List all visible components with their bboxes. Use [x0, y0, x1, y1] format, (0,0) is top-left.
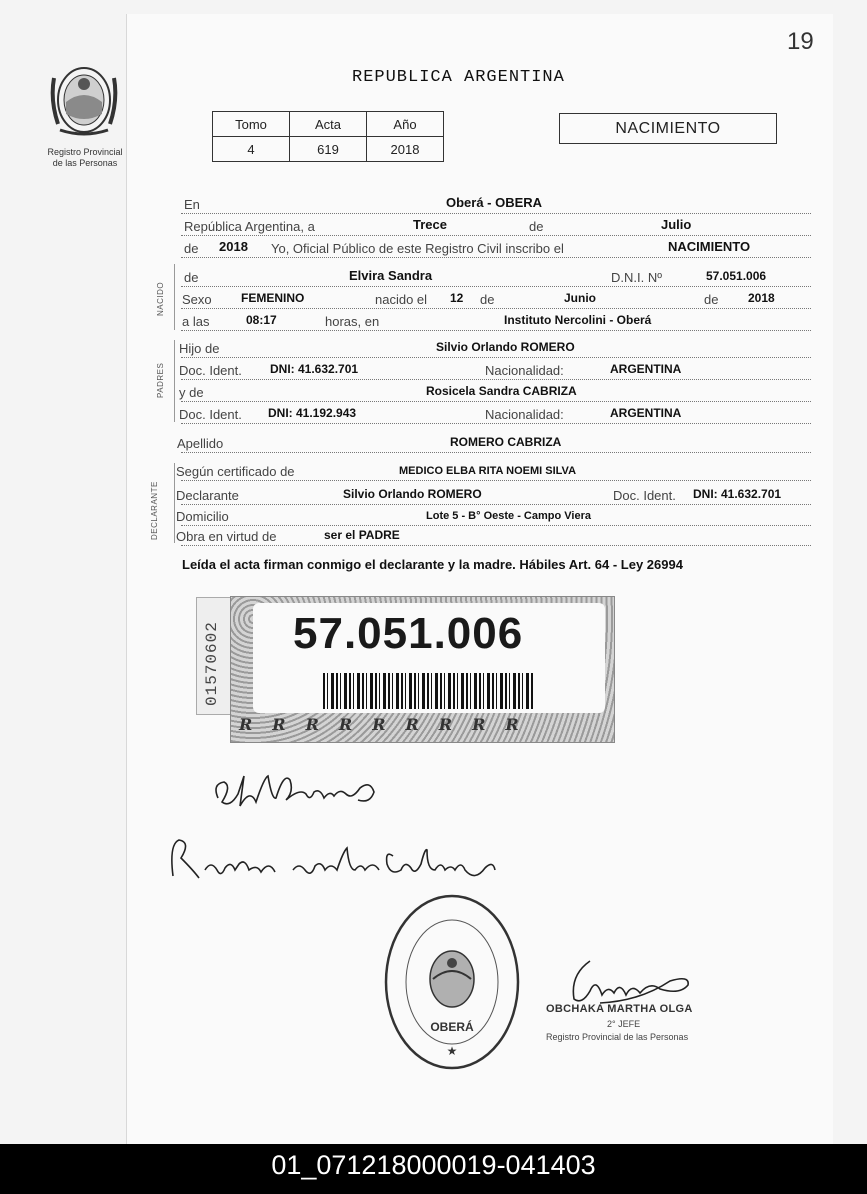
- mother-signature: [165, 830, 505, 890]
- table-value-tomo: 4: [213, 137, 290, 162]
- value-birth-place: Instituto Nercolini - Oberá: [504, 313, 652, 327]
- table-value-acta: 619: [290, 137, 367, 162]
- label-domicilio: Domicilio: [176, 509, 229, 524]
- label-mother-doc: Doc. Ident.: [179, 407, 242, 422]
- dni-barcode-sticker: [230, 596, 615, 743]
- registry-seal-icon: [383, 893, 521, 1071]
- value-month: Julio: [661, 217, 692, 232]
- label-y-de: y de: [179, 385, 204, 400]
- value-apellido: ROMERO CABRIZA: [450, 435, 562, 449]
- label-en: En: [184, 197, 200, 212]
- row-domicilio: [176, 504, 811, 526]
- value-child-dni: 57.051.006: [706, 269, 767, 283]
- value-sexo: FEMENINO: [241, 291, 305, 305]
- section-label-padres: PADRES: [156, 362, 165, 398]
- table-header-ano: Año: [367, 112, 444, 137]
- row-place: [181, 192, 811, 214]
- row-apellido: [177, 431, 811, 453]
- label-dni: D.N.I. Nº: [611, 270, 662, 285]
- official-role: 2° JEFE: [607, 1019, 641, 1029]
- row-mother-doc: [181, 402, 811, 424]
- value-declarante: Silvio Orlando ROMERO: [343, 487, 482, 501]
- record-table-value-row: [213, 137, 444, 162]
- row-nacido-birth: [181, 287, 811, 309]
- row-date: [181, 214, 811, 236]
- value-time: 08:17: [246, 313, 277, 327]
- label-father-doc: Doc. Ident.: [179, 363, 242, 378]
- value-mother-doc: DNI: 41.192.943: [268, 406, 357, 420]
- barcode-icon: [323, 673, 533, 709]
- value-birth-month: Junio: [564, 291, 596, 305]
- label-father-nationality: Nacionalidad:: [485, 363, 564, 378]
- value-father-nationality: ARGENTINA: [610, 362, 682, 376]
- label-de-year: de: [184, 241, 199, 256]
- record-type-box: NACIMIENTO: [559, 113, 777, 144]
- svg-text:★: ★: [446, 1044, 458, 1058]
- value-father-doc: DNI: 41.632.701: [270, 362, 359, 376]
- document-title: REPUBLICA ARGENTINA: [352, 68, 565, 87]
- label-de-birth-year: de: [704, 292, 719, 307]
- section-label-nacido: NACIDO: [156, 281, 165, 316]
- value-birth-year: 2018: [748, 291, 775, 305]
- row-obra: [176, 524, 811, 546]
- registry-caption-line1: Registro Provincial: [47, 147, 123, 157]
- label-sexo: Sexo: [182, 292, 212, 307]
- label-declarante-doc: Doc. Ident.: [613, 488, 676, 503]
- label-declarante: Declarante: [176, 488, 239, 503]
- label-horas: horas, en: [325, 314, 380, 329]
- seal-city: OBERÁ: [430, 1020, 474, 1034]
- section-label-declarante: DECLARANTE: [150, 481, 159, 540]
- label-de-name: de: [184, 270, 199, 285]
- table-value-ano: 2018: [367, 137, 444, 162]
- value-obra: ser el PADRE: [324, 528, 400, 542]
- sticker-number: 57.051.006: [293, 609, 524, 658]
- value-mother: Rosicela Sandra CABRIZA: [426, 384, 577, 398]
- padres-bracket: [174, 340, 175, 422]
- label-obra: Obra en virtud de: [176, 529, 277, 544]
- father-signature: [210, 758, 390, 818]
- sticker-watermark: RRRRRRRRR: [239, 715, 539, 734]
- label-certificado: Según certificado de: [176, 464, 295, 479]
- footer-code: 01_071218000019-041403: [0, 1144, 867, 1194]
- official-signature: [560, 955, 700, 1009]
- page-number: 19: [787, 28, 814, 55]
- stub-code: 01570602: [203, 621, 221, 706]
- value-birth-day: 12: [450, 291, 464, 305]
- registry-caption-line2: de las Personas: [52, 158, 118, 168]
- sticker-stub: [196, 597, 232, 715]
- row-mother: [181, 380, 811, 402]
- row-declarante: [176, 483, 811, 505]
- record-table-header-row: [213, 112, 444, 137]
- value-day-words: Trece: [413, 217, 447, 232]
- label-republica: República Argentina, a: [184, 219, 315, 234]
- table-header-tomo: Tomo: [213, 112, 290, 137]
- row-nacido-name: [181, 265, 811, 287]
- declarante-bracket: [174, 463, 175, 543]
- record-table: [212, 111, 444, 162]
- label-hijo-de: Hijo de: [179, 341, 220, 356]
- value-year: 2018: [219, 239, 248, 254]
- value-certificado: MEDICO ELBA RITA NOEMI SILVA: [399, 465, 577, 477]
- label-nacido-el: nacido el: [375, 292, 428, 307]
- nacido-bracket: [174, 264, 175, 330]
- value-child-name: Elvira Sandra: [349, 268, 433, 283]
- value-act-type: NACIMIENTO: [668, 239, 751, 254]
- row-certificado: [176, 459, 811, 481]
- label-de-month: de: [480, 292, 495, 307]
- value-place: Oberá - OBERA: [446, 195, 543, 210]
- sticker-panel: [253, 603, 605, 713]
- value-declarante-doc: DNI: 41.632.701: [693, 487, 782, 501]
- label-a-las: a las: [182, 314, 210, 329]
- province-coat-of-arms-icon: [48, 58, 120, 140]
- label-de: de: [529, 219, 544, 234]
- row-nacido-time: [181, 309, 811, 331]
- label-apellido: Apellido: [177, 436, 224, 451]
- official-office: Registro Provincial de las Personas: [546, 1032, 689, 1042]
- label-statement: Yo, Oficial Público de este Registro Civil inscribo el: [271, 241, 564, 256]
- row-father: [181, 336, 811, 358]
- row-father-doc: [181, 358, 811, 380]
- registry-caption: [30, 147, 140, 169]
- official-name: OBCHAKA MARTHA OLGA: [546, 1003, 693, 1015]
- value-mother-nationality: ARGENTINA: [610, 406, 682, 420]
- row-statement: [181, 236, 811, 258]
- table-header-acta: Acta: [290, 112, 367, 137]
- value-domicilio: Lote 5 - B° Oeste - Campo Viera: [426, 510, 591, 522]
- label-mother-nationality: Nacionalidad:: [485, 407, 564, 422]
- closing-text: Leída el acta firman conmigo el declarante y la madre. Hábiles Art. 64 - Ley 26994: [182, 557, 683, 572]
- value-father: Silvio Orlando ROMERO: [436, 340, 575, 354]
